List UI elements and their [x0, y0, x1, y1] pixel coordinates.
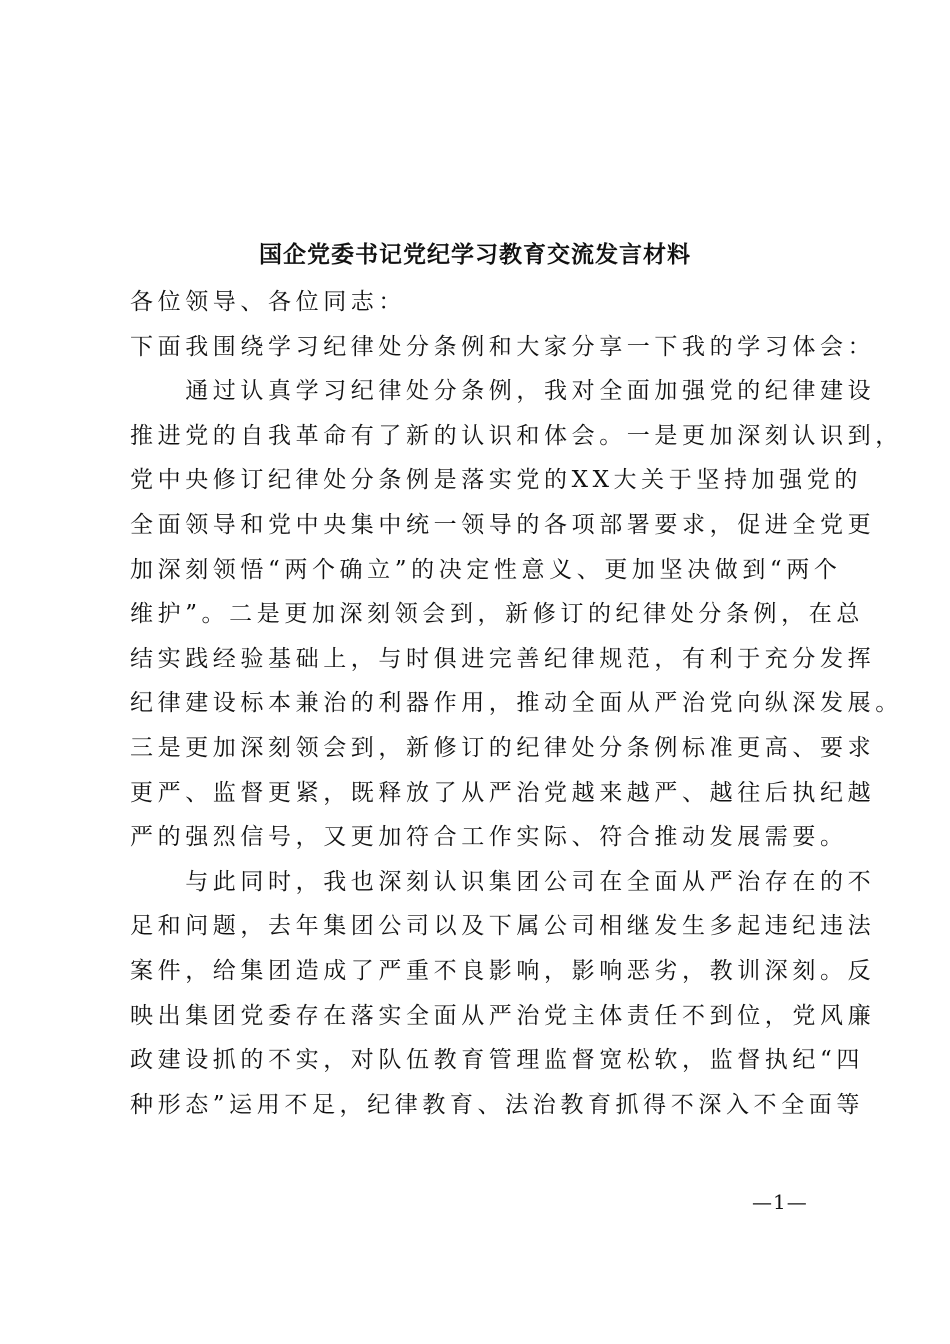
page-number: —1—: [752, 1190, 808, 1214]
paragraph-line: 更严、监督更紧，既释放了从严治党越来越严、越往后执纪越: [130, 779, 876, 806]
paragraph-line: 纪律建设标本兼治的利器作用，推动全面从严治党向纵深发展。: [130, 690, 903, 717]
paragraph-line: 全面领导和党中央集中统一领导的各项部署要求，促进全党更: [130, 511, 876, 538]
paragraph-line: 加深刻领悟“两个确立”的决定性意义、更加坚决做到“两个: [130, 556, 842, 583]
paragraph-line: 足和问题，去年集团公司以及下属公司相继发生多起违纪违法: [130, 913, 876, 940]
paragraph-line: 党中央修订纪律处分条例是落实党的XX大关于坚持加强党的: [130, 467, 862, 494]
paragraph-line: 与此同时，我也深刻认识集团公司在全面从严治存在的不: [130, 868, 876, 895]
paragraph-line: 种形态”运用不足，纪律教育、法治教育抓得不深入不全面等: [130, 1091, 864, 1118]
document-body: [130, 280, 903, 1127]
paragraph-line: 三是更加深刻领会到，新修订的纪律处分条例标准更高、要求: [130, 734, 876, 761]
document-title: 国企党委书记党纪学习教育交流发言材料: [259, 241, 691, 268]
paragraph-line: 通过认真学习纪律处分条例，我对全面加强党的纪律建设: [130, 378, 876, 405]
paragraph-line: 政建设抓的不实，对队伍教育管理监督宽松软，监督执纪“四: [130, 1047, 864, 1074]
paragraph-line: 结实践经验基础上，与时俱进完善纪律规范，有利于充分发挥: [130, 645, 876, 672]
paragraph-line: 严的强烈信号，又更加符合工作实际、符合推动发展需要。: [130, 824, 848, 851]
paragraph-line: 维护”。二是更加深刻领会到，新修订的纪律处分条例，在总: [130, 601, 864, 628]
paragraph-line: 推进党的自我革命有了新的认识和体会。一是更加深刻认识到，: [130, 422, 903, 449]
paragraph-line: 映出集团党委存在落实全面从严治党主体责任不到位，党风廉: [130, 1002, 876, 1029]
salutation: 各位领导、各位同志：: [130, 289, 406, 315]
paragraph-line: 案件，给集团造成了严重不良影响，影响恶劣，教训深刻。反: [130, 957, 876, 984]
intro-line: 下面我围绕学习纪律处分条例和大家分享一下我的学习体会：: [130, 333, 876, 360]
